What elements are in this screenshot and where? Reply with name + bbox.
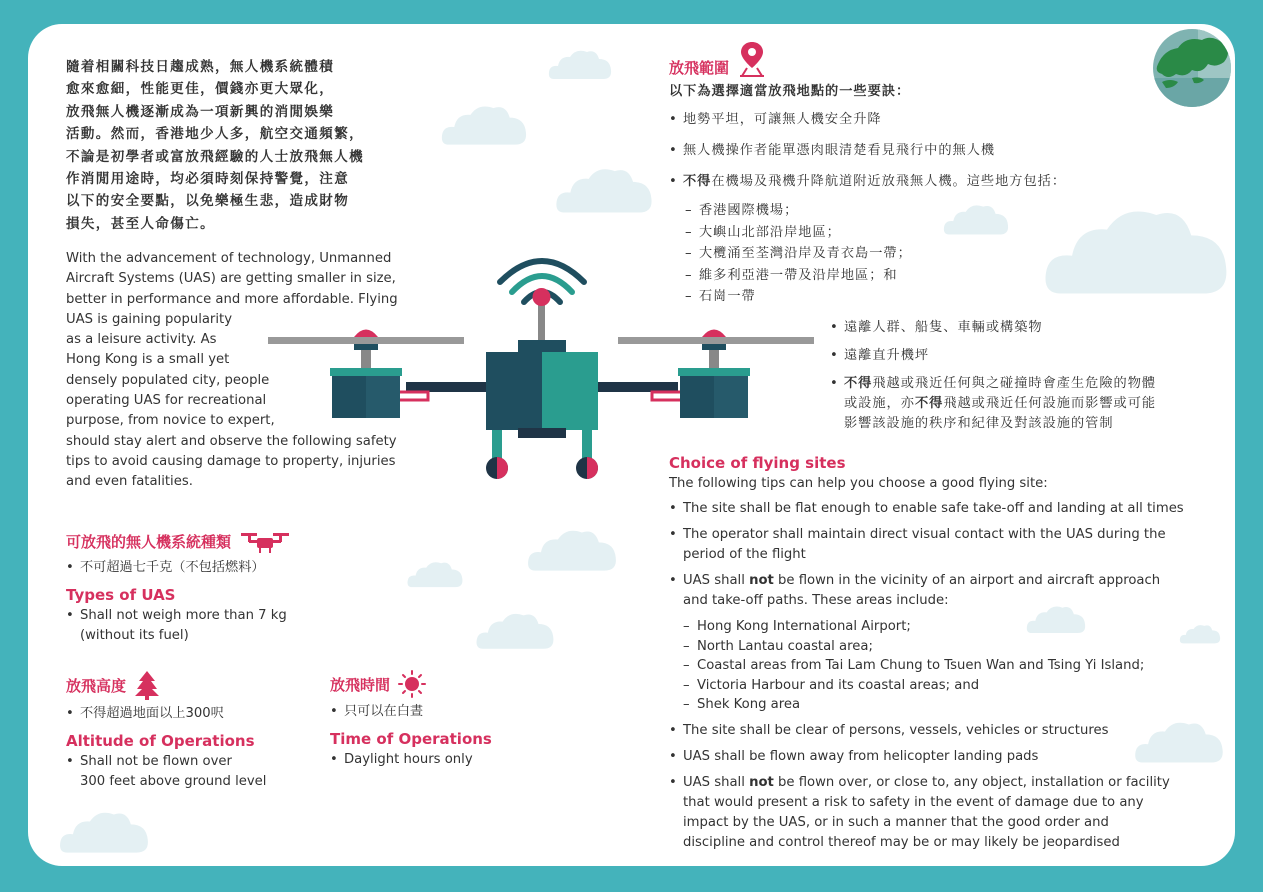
sites-zh-bullet: • 遠離直升機坪 [830, 346, 1230, 366]
sites-zh-bullet [830, 374, 1230, 434]
sites-zh-bullet-text: 在機場及飛機升降航道附近放飛無人機。這些地方包括： [711, 174, 1067, 189]
intro-zh-line: 愈來愈細，性能更佳，價錢亦更大眾化， [66, 81, 335, 98]
intro-en-line: Aircraft Systems (UAS) are getting smaller in size, [66, 271, 396, 287]
restricted-area-zh: – 維多利亞港一帶及沿岸地區；和 [685, 265, 1189, 287]
intro-en-line: as a leisure activity. As [66, 332, 217, 348]
intro-en-line: and even fatalities. [66, 474, 193, 490]
emphasis: not [749, 774, 774, 790]
restricted-area-en: – Victoria Harbour and its coastal areas; and [683, 676, 1229, 696]
sites-title-zh: 放飛範圍 [669, 59, 730, 77]
sites-zh-bullet-text: 或設施，亦 [844, 396, 915, 411]
sites-en-bullet-text: UAS shall [683, 774, 750, 790]
intro-en-line: better in performance and more affordable. Flying [66, 291, 398, 307]
cloud-decoration [475, 608, 555, 650]
sites-en-bullet-text: UAS shall [683, 573, 750, 588]
restricted-area-en: – Shek Kong area [683, 695, 1229, 715]
emphasis: 不得 [683, 174, 712, 189]
location-pin-icon [737, 40, 767, 78]
intro-en-line: tips to avoid causing damage to property, injuries [66, 453, 396, 469]
sites-en-bullet-text: impact by the UAS, or in such a manner that the good order and [683, 814, 1109, 830]
intro-zh-line: 以下的安全要點，以免樂極生悲，造成財物 [66, 193, 350, 210]
types-title-en: Types of UAS [66, 586, 176, 604]
intro-zh-line: 不論是初學者或富放飛經驗的人士放飛無人機 [66, 148, 364, 165]
cloud-decoration [548, 46, 612, 80]
cloud-decoration [548, 162, 660, 214]
altitude-section [66, 670, 326, 792]
altitude-bullet-zh: • 不得超過地面以上300呎 [66, 704, 326, 724]
sites-zh-bullet: • 無人機操作者能單憑肉眼清楚看見飛行中的無人機 [669, 141, 1189, 161]
types-bullet-en-line: Shall not weigh more than 7 kg [80, 608, 287, 623]
emphasis: 不得 [914, 396, 944, 411]
sites-en-bullet-text: that would present a risk to safety in the event of damage due to any [683, 794, 1144, 810]
types-bullet-zh: • 不可超過七千克（不包括燃料） [66, 558, 366, 578]
intro-en-line: With the advancement of technology, Unmanned [66, 251, 392, 266]
time-bullet-zh: • 只可以在白晝 [330, 702, 550, 722]
restricted-area-en: – North Lantau coastal area; [683, 637, 1229, 657]
sites-zh-bullet-text: 飛越或飛近任何設施而影響或可能 [943, 396, 1157, 411]
sites-en-bullet: • UAS shall be flown away from helicopter landing pads [669, 747, 1229, 767]
content-card [28, 24, 1235, 866]
intro-chinese [66, 56, 416, 235]
restricted-area-zh: – 大嶼山北部沿岸地區； [685, 222, 1189, 244]
cloud-decoration [526, 524, 618, 572]
emphasis: not [749, 573, 774, 588]
cloud-decoration [440, 100, 528, 146]
types-bullet-en [66, 606, 366, 646]
restricted-area-zh: – 石崗一帶 [685, 286, 1189, 308]
types-title-zh: 可放飛的無人機系統種類 [66, 532, 232, 551]
intro-zh-line: 損失，甚至人命傷亡。 [66, 215, 215, 232]
restricted-area-en: – Hong Kong International Airport; [683, 617, 1229, 637]
restricted-area-en: – Coastal areas from Tai Lam Chung to Tsuen Wan and Tsing Yi Island; [683, 656, 1229, 676]
restricted-area-zh: – 香港國際機場； [685, 200, 1189, 222]
sites-zh-bullet-text: 影響該設施的秩序和紀律及對該設施的管制 [844, 416, 1114, 431]
sites-intro-zh: 以下為選擇適當放飛地點的一些要訣： [669, 84, 911, 99]
emphasis: 不得 [844, 376, 873, 391]
restricted-area-zh: – 大欖涌至荃灣沿岸及青衣島一帶； [685, 243, 1189, 265]
sites-zh-bullet-text: 飛越或飛近任何與之碰撞時會產生危險的物體 [872, 376, 1157, 391]
sites-zh-bullet: • 地勢平坦，可讓無人機安全升降 [669, 110, 1189, 130]
intro-zh-line: 隨着相關科技日趨成熟，無人機系統體積 [66, 59, 335, 75]
intro-en-line: should stay alert and observe the following safety [66, 433, 397, 449]
intro-zh-line: 作消閒用途時，均必須時刻保持警覺，注意 [66, 171, 350, 188]
sites-zh-bullet [669, 172, 1189, 192]
sites-en-bullet-text: discipline and control thereof may be or may likely be jeopardised [683, 834, 1120, 850]
intro-en-line: densely populated city, people [66, 372, 270, 388]
sites-en-section [669, 454, 1229, 853]
intro-en-line: Hong Kong is a small yet [66, 352, 230, 368]
sites-title-en: Choice of flying sites [669, 454, 846, 472]
intro-en-line: purpose, from novice to expert, [66, 413, 275, 429]
sun-icon [398, 670, 426, 698]
drone-icon [239, 528, 291, 554]
sites-zh-more [830, 318, 1230, 434]
time-title-zh: 放飛時間 [330, 675, 391, 694]
sites-en-bullet-text: be flown in the vicinity of an airport and aircraft approach [773, 573, 1161, 588]
types-section [66, 528, 366, 646]
intro-en-line: operating UAS for recreational [66, 393, 267, 409]
types-bullet-en-line: (without its fuel) [80, 628, 189, 643]
sites-intro-en: The following tips can help you choose a good flying site: [669, 476, 1048, 491]
time-title-en: Time of Operations [330, 730, 492, 748]
sites-zh-bullet: • 遠離人群、船隻、車輛或構築物 [830, 318, 1230, 338]
time-bullet-en: • Daylight hours only [330, 750, 550, 770]
altitude-title-en: Altitude of Operations [66, 732, 255, 750]
sites-en-bullet-text: be flown over, or close to, any object, installation or facility [773, 774, 1170, 790]
altitude-bullet-en-line: 300 feet above ground level [80, 774, 267, 789]
sites-en-bullet-text: and take-off paths. These areas include: [683, 593, 949, 608]
sites-en-bullet [669, 571, 1229, 611]
sites-en-bullet [669, 525, 1229, 565]
altitude-bullet-en [66, 752, 326, 792]
tree-icon [134, 670, 160, 700]
intro-zh-line: 放飛無人機逐漸成為一項新興的消閒娛樂 [66, 103, 335, 120]
sites-zh-section [669, 40, 1189, 308]
cloud-decoration [56, 806, 152, 854]
intro-zh-line: 活動。然而，香港地少人多，航空交通頻繁， [66, 126, 364, 143]
sites-en-bullet: • The site shall be flat enough to enable safe take-off and landing at all times [669, 499, 1229, 519]
intro-en-line: UAS is gaining popularity [66, 311, 232, 327]
sites-en-bullet-text: The operator shall maintain direct visual contact with the UAS during the [683, 527, 1166, 542]
cloud-decoration [406, 558, 464, 588]
sites-en-bullet: • The site shall be clear of persons, vessels, vehicles or structures [669, 721, 1229, 741]
altitude-title-zh: 放飛高度 [66, 676, 127, 695]
sites-en-bullet-text: period of the flight [683, 547, 806, 562]
altitude-bullet-en-line: Shall not be flown over [80, 754, 232, 769]
sites-en-bullet [669, 773, 1229, 853]
time-section [330, 670, 550, 770]
